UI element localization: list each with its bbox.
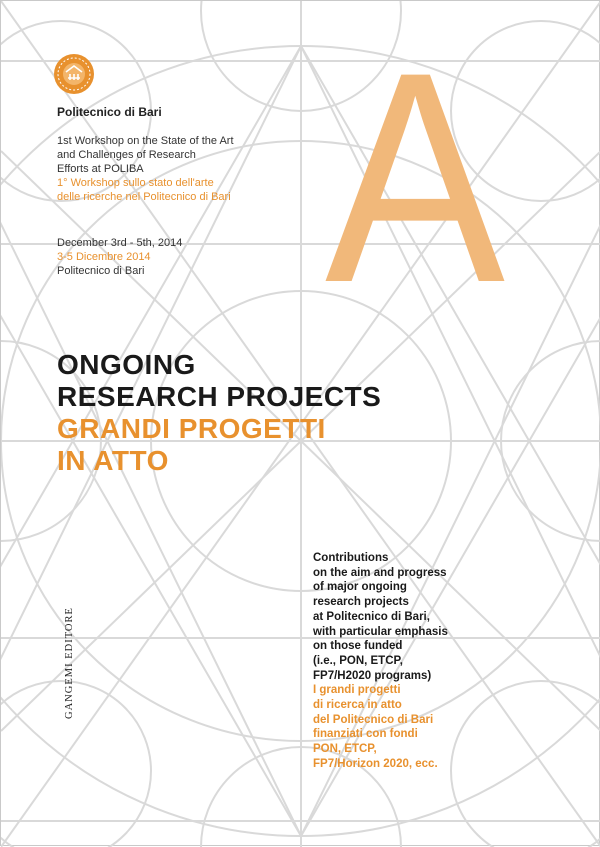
publisher-name: GANGEMI EDITORE [64,607,75,719]
contrib-it-line: I grandi progetti [313,684,401,697]
section-letter [319,59,511,289]
contrib-en-line: FP7/H2020 programs) [313,669,432,682]
contrib-en-line: on those funded [313,640,403,653]
contrib-it-line: PON, ETCP, [313,743,377,756]
contrib-en-line: at Politecnico di Bari, [313,610,430,623]
contrib-en-line: Contributions [313,552,389,564]
title-it-line2: IN ATTO [57,445,169,476]
workshop-en-line: 1st Workshop on the State of the Art [57,135,234,147]
contrib-en-line: (i.e., PON, ETCP, [313,654,403,667]
title-en-line1: ONGOING [57,349,196,380]
workshop-it-line: 1° Workshop sullo stato dell'arte [57,177,214,189]
contrib-en-line: of major ongoing [313,581,407,594]
contrib-it-line: FP7/Horizon 2020, ecc. [313,757,438,770]
contrib-it-line: del Politecnico di Bari [313,713,434,726]
event-dates [57,236,182,278]
institution-name: Politecnico di Bari [57,105,162,119]
title-en-line2: RESEARCH PROJECTS [57,381,382,412]
workshop-en-line: and Challenges of Research [57,149,196,161]
dates-it: 3-5 Dicembre 2014 [57,251,151,263]
dates-en: December 3rd - 5th, 2014 [57,237,183,249]
section-letter-glyph: A [325,59,507,289]
contrib-en-line: research projects [313,596,409,609]
event-place: Politecnico di Bari [57,265,145,277]
title-it-line1: GRANDI PROGETTI [57,413,326,444]
contrib-en-line: on the aim and progress [313,566,447,579]
institution-seal-icon [53,53,95,95]
workshop-info [57,134,297,204]
contributions-text [313,551,513,772]
workshop-it-line: delle ricerche nel Politecnico di Bari [57,191,231,203]
workshop-en-line: Efforts at POLIBA [57,163,144,175]
contrib-it-line: di ricerca in atto [313,699,402,712]
page-title [57,349,381,477]
contrib-it-line: finanziati con fondi [313,728,418,741]
contrib-en-line: with particular emphasis [313,625,448,638]
